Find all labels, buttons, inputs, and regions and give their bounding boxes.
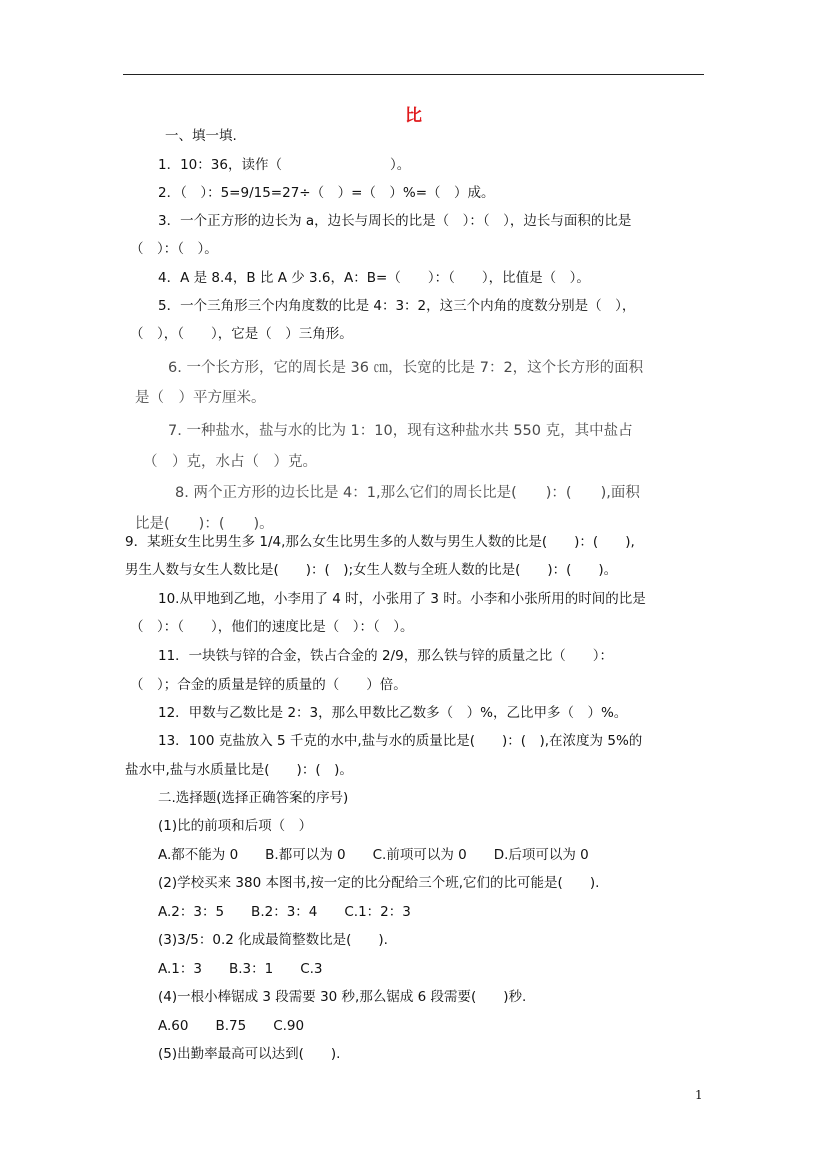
choice-options: A.1：3 B.3：1 C.3 [158, 961, 323, 977]
choice-question: (4)一根小棒锯成 3 段需要 30 秒,那么锯成 6 段需要( )秒. [158, 989, 527, 1005]
question-line: 9．某班女生比男生多 1/4,那么女生比男生多的人数与男生人数的比是( )：( ), [125, 534, 635, 550]
choice-options: A.60 B.75 C.90 [158, 1018, 305, 1034]
question-line: 11．一块铁与锌的合金，铁占合金的 2/9，那么铁与锌的质量之比（ ）： [158, 648, 613, 664]
question-line: （ ）；合金的质量是锌的质量的（ ）倍。 [130, 677, 407, 693]
question-line: 3．一个正方形的边长为 a，边长与周长的比是（ ）：（ ），边长与面积的比是 [158, 213, 632, 229]
question-line: 1．10：36，读作（ ）。 [158, 157, 411, 173]
question-line: 5．一个三角形三个内角度数的比是 4：3：2，这三个内角的度数分别是（ ）， [158, 298, 636, 314]
choice-question: (5)出勤率最高可以达到( ). [158, 1046, 341, 1062]
question-line: 盐水中,盐与水质量比是( )：( )。 [125, 762, 353, 778]
choice-question: (2)学校买来 380 本图书,按一定的比分配给三个班,它们的比可能是( ). [158, 875, 600, 891]
question-line: 7. 一种盐水，盐与水的比为 1：10，现有这种盐水共 550 克，其中盐占 [168, 423, 633, 439]
question-line: 6. 一个长方形，它的周长是 36 ㎝，长宽的比是 7：2，这个长方形的面积 [168, 360, 644, 376]
question-line: （ ），（ ），它是（ ）三角形。 [130, 326, 353, 342]
question-line: （ ）：（ ），他们的速度比是（ ）：（ ）。 [130, 619, 414, 635]
question-line: 4．A 是 8.4，B 比 A 少 3.6，A：B=（ ）：（ ），比值是（ ）。 [158, 270, 590, 286]
question-line: （ ）克，水占（ ）克。 [143, 454, 317, 470]
question-line: 8. 两个正方形的边长比是 4：1,那么它们的周长比是( )：( ),面积 [175, 485, 640, 501]
question-line: 13．100 克盐放入 5 千克的水中,盐与水的质量比是( )：( ),在浓度为 5%的 [158, 733, 643, 749]
question-line: 是（ ）平方厘米。 [135, 390, 266, 406]
choice-options: A.2：3：5 B.2：3：4 C.1：2：3 [158, 904, 411, 920]
choice-options: A.都不能为 0 B.都可以为 0 C.前项可以为 0 D.后项可以为 0 [158, 847, 589, 863]
header-rule [123, 74, 704, 75]
page-title: 比 [405, 106, 422, 126]
question-line: 2．（ ）：5=9/15=27÷（ ）=（ ）%=（ ）成。 [158, 185, 495, 201]
section-choice-heading: 二.选择题(选择正确答案的序号) [158, 790, 349, 806]
page-number: 1 [695, 1088, 703, 1102]
question-line: 10.从甲地到乙地，小李用了 4 时，小张用了 3 时。小李和小张所用的时间的比是 [158, 591, 646, 607]
choice-question: (3)3/5：0.2 化成最简整数比是( ). [158, 932, 388, 948]
question-line: （ ）：（ ）。 [130, 241, 218, 257]
question-line: 12．甲数与乙数比是 2：3，那么甲数比乙数多（ ）%，乙比甲多（ ）%。 [158, 705, 628, 721]
choice-question: (1)比的前项和后项（ ） [158, 818, 313, 834]
section-fill-heading: 一、填一填. [165, 128, 237, 144]
question-line: 男生人数与女生人数比是( )：( );女生人数与全班人数的比是( )：( )。 [125, 562, 618, 578]
question-line: 比是( )：( )。 [135, 516, 274, 532]
